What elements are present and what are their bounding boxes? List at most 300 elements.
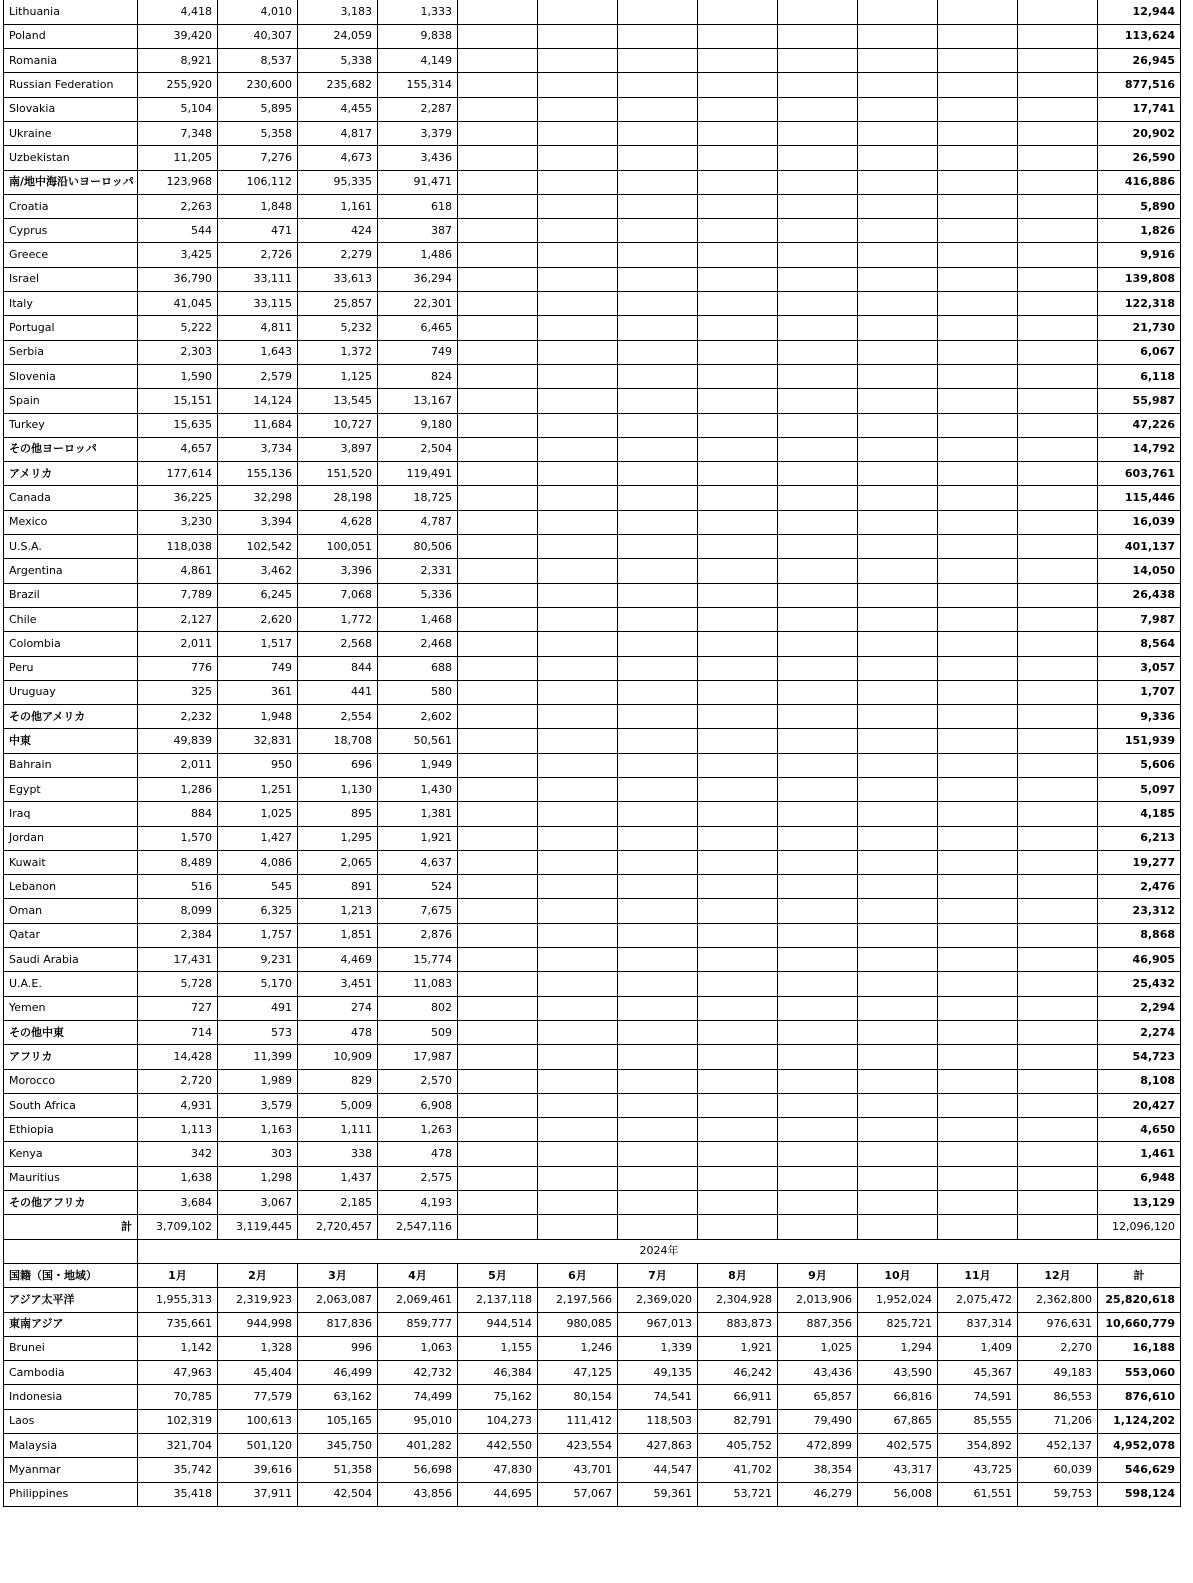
month-value-cell	[538, 364, 618, 388]
month-value-cell: 423,554	[538, 1434, 618, 1458]
month-value-cell: 38,354	[778, 1458, 858, 1482]
table-row	[4, 1020, 1181, 1044]
month-value-cell	[698, 0, 778, 24]
month-value-cell	[698, 680, 778, 704]
row-total-cell: 25,820,618	[1098, 1288, 1181, 1312]
row-total-cell: 1,707	[1098, 680, 1181, 704]
month-value-cell: 60,039	[1018, 1458, 1098, 1482]
month-value-cell	[538, 535, 618, 559]
month-value-cell: 1,643	[218, 340, 298, 364]
month-value-cell	[698, 292, 778, 316]
month-value-cell	[1018, 243, 1098, 267]
month-value-cell: 2,579	[218, 364, 298, 388]
month-value-cell	[858, 364, 938, 388]
month-value-cell: 274	[298, 996, 378, 1020]
month-value-cell: 74,591	[938, 1385, 1018, 1409]
row-total-cell: 877,516	[1098, 73, 1181, 97]
country-name-cell: Indonesia	[4, 1385, 138, 1409]
month-value-cell	[938, 535, 1018, 559]
month-value-cell: 25,857	[298, 292, 378, 316]
month-value-cell: 524	[378, 875, 458, 899]
row-total-cell: 16,188	[1098, 1336, 1181, 1360]
month-value-cell	[938, 219, 1018, 243]
table-row	[4, 1118, 1181, 1142]
month-value-cell: 424	[298, 219, 378, 243]
month-value-cell	[538, 972, 618, 996]
month-value-cell	[538, 705, 618, 729]
month-value-cell	[618, 49, 698, 73]
country-name-cell: Slovenia	[4, 364, 138, 388]
month-value-cell	[458, 850, 538, 874]
month-value-cell	[778, 753, 858, 777]
month-value-cell	[458, 292, 538, 316]
month-value-cell: 6,465	[378, 316, 458, 340]
month-value-cell: 802	[378, 996, 458, 1020]
country-name-cell: Iraq	[4, 802, 138, 826]
month-value-cell	[618, 24, 698, 48]
row-total-cell: 25,432	[1098, 972, 1181, 996]
month-value-cell	[1018, 389, 1098, 413]
row-total-cell: 8,108	[1098, 1069, 1181, 1093]
month-value-cell	[698, 146, 778, 170]
month-value-cell	[698, 583, 778, 607]
table-row	[4, 316, 1181, 340]
month-value-cell: 1,989	[218, 1069, 298, 1093]
month-value-cell	[618, 632, 698, 656]
month-value-cell: 43,590	[858, 1361, 938, 1385]
month-value-cell	[938, 146, 1018, 170]
month-value-cell: 3,684	[138, 1191, 218, 1215]
month-value-cell	[858, 340, 938, 364]
row-total-cell: 26,590	[1098, 146, 1181, 170]
month-column-header: 5月	[458, 1263, 538, 1287]
month-value-cell	[458, 486, 538, 510]
month-value-cell: 471	[218, 219, 298, 243]
country-name-cell: Cyprus	[4, 219, 138, 243]
month-value-cell: 33,111	[218, 267, 298, 291]
month-value-cell	[1018, 0, 1098, 24]
month-value-cell: 77,579	[218, 1385, 298, 1409]
month-value-cell	[538, 243, 618, 267]
row-total-cell: 1,124,202	[1098, 1409, 1181, 1433]
row-total-cell: 17,741	[1098, 97, 1181, 121]
month-value-cell	[858, 826, 938, 850]
month-value-cell	[458, 899, 538, 923]
month-value-cell	[858, 292, 938, 316]
month-value-cell: 1,952,024	[858, 1288, 938, 1312]
month-value-cell: 2,013,906	[778, 1288, 858, 1312]
month-value-cell	[698, 389, 778, 413]
month-value-cell	[938, 923, 1018, 947]
month-value-cell: 1,125	[298, 364, 378, 388]
month-value-cell	[458, 146, 538, 170]
month-value-cell	[858, 170, 938, 194]
month-value-cell	[858, 632, 938, 656]
table-row	[4, 996, 1181, 1020]
month-value-cell	[858, 73, 938, 97]
month-value-cell	[618, 1045, 698, 1069]
year-header-blank	[4, 1239, 138, 1263]
month-value-cell: 63,162	[298, 1385, 378, 1409]
month-value-cell	[538, 1118, 618, 1142]
country-name-cell: Morocco	[4, 1069, 138, 1093]
month-value-cell: 61,551	[938, 1482, 1018, 1506]
month-value-cell	[618, 559, 698, 583]
column-header-row	[4, 1263, 1181, 1287]
month-value-cell: 2,620	[218, 607, 298, 631]
month-value-cell: 2,726	[218, 243, 298, 267]
month-value-cell	[858, 413, 938, 437]
month-value-cell	[858, 0, 938, 24]
month-value-cell: 1,430	[378, 778, 458, 802]
row-total-cell: 6,213	[1098, 826, 1181, 850]
month-value-cell: 2,568	[298, 632, 378, 656]
month-column-header: 8月	[698, 1263, 778, 1287]
month-value-cell	[938, 73, 1018, 97]
month-value-cell: 1,437	[298, 1166, 378, 1190]
month-value-cell	[538, 24, 618, 48]
month-value-cell	[458, 923, 538, 947]
month-value-cell: 6,908	[378, 1093, 458, 1117]
month-value-cell: 56,698	[378, 1458, 458, 1482]
month-value-cell	[1018, 632, 1098, 656]
month-value-cell: 2,504	[378, 437, 458, 461]
month-value-cell: 1,063	[378, 1336, 458, 1360]
month-value-cell	[698, 1142, 778, 1166]
month-value-cell	[538, 875, 618, 899]
table-row	[4, 1434, 1181, 1458]
row-total-cell: 6,948	[1098, 1166, 1181, 1190]
month-value-cell: 14,124	[218, 389, 298, 413]
month-value-cell	[538, 292, 618, 316]
country-name-cell: Peru	[4, 656, 138, 680]
month-value-cell: 46,384	[458, 1361, 538, 1385]
month-value-cell	[1018, 121, 1098, 145]
month-value-cell: 387	[378, 219, 458, 243]
month-value-cell: 91,471	[378, 170, 458, 194]
month-value-cell	[698, 1191, 778, 1215]
month-value-cell	[538, 680, 618, 704]
month-value-cell	[778, 49, 858, 73]
month-value-cell	[698, 340, 778, 364]
month-value-cell	[858, 1069, 938, 1093]
month-value-cell	[618, 535, 698, 559]
month-value-cell: 56,008	[858, 1482, 938, 1506]
month-value-cell	[618, 705, 698, 729]
month-value-cell	[618, 510, 698, 534]
month-value-cell: 39,420	[138, 24, 218, 48]
row-total-cell: 13,129	[1098, 1191, 1181, 1215]
month-value-cell: 441	[298, 680, 378, 704]
month-value-cell	[618, 607, 698, 631]
month-value-cell: 1,025	[778, 1336, 858, 1360]
table-row	[4, 1385, 1181, 1409]
table-row	[4, 1288, 1181, 1312]
month-value-cell: 1,372	[298, 340, 378, 364]
month-value-cell: 829	[298, 1069, 378, 1093]
month-value-cell	[858, 535, 938, 559]
month-value-cell: 2,127	[138, 607, 218, 631]
month-value-cell: 155,136	[218, 462, 298, 486]
month-value-cell	[618, 778, 698, 802]
month-value-cell: 74,541	[618, 1385, 698, 1409]
country-name-cell: U.S.A.	[4, 535, 138, 559]
country-name-cell: Ethiopia	[4, 1118, 138, 1142]
month-value-cell	[858, 656, 938, 680]
month-value-cell: 4,149	[378, 49, 458, 73]
month-value-cell	[458, 1142, 538, 1166]
month-value-cell: 4,817	[298, 121, 378, 145]
month-value-cell: 501,120	[218, 1434, 298, 1458]
month-value-cell	[938, 972, 1018, 996]
month-value-cell: 8,099	[138, 899, 218, 923]
month-value-cell	[778, 923, 858, 947]
table-row	[4, 923, 1181, 947]
month-value-cell	[458, 219, 538, 243]
table-row	[4, 267, 1181, 291]
month-value-cell: 11,205	[138, 146, 218, 170]
month-value-cell	[858, 97, 938, 121]
month-value-cell	[618, 802, 698, 826]
month-value-cell: 255,920	[138, 73, 218, 97]
month-value-cell	[1018, 607, 1098, 631]
country-name-cell: アメリカ	[4, 462, 138, 486]
month-value-cell: 7,276	[218, 146, 298, 170]
month-value-cell	[938, 1118, 1018, 1142]
month-value-cell: 749	[378, 340, 458, 364]
month-value-cell: 70,785	[138, 1385, 218, 1409]
month-value-cell: 2,468	[378, 632, 458, 656]
month-value-cell	[538, 49, 618, 73]
month-value-cell	[938, 267, 1018, 291]
month-value-cell: 7,789	[138, 583, 218, 607]
month-value-cell: 321,704	[138, 1434, 218, 1458]
month-value-cell: 22,301	[378, 292, 458, 316]
row-total-cell: 1,826	[1098, 219, 1181, 243]
row-total-cell: 9,336	[1098, 705, 1181, 729]
month-column-header: 3月	[298, 1263, 378, 1287]
country-name-cell: South Africa	[4, 1093, 138, 1117]
table-row	[4, 1482, 1181, 1506]
month-value-cell: 3,734	[218, 437, 298, 461]
month-value-cell: 472,899	[778, 1434, 858, 1458]
month-value-cell	[938, 656, 1018, 680]
month-value-cell: 9,838	[378, 24, 458, 48]
month-value-cell: 2,303	[138, 340, 218, 364]
month-total-cell	[778, 1215, 858, 1239]
month-value-cell: 2,319,923	[218, 1288, 298, 1312]
month-value-cell: 4,637	[378, 850, 458, 874]
row-total-cell: 6,118	[1098, 364, 1181, 388]
month-value-cell: 2,720	[138, 1069, 218, 1093]
month-value-cell	[1018, 729, 1098, 753]
month-value-cell	[778, 1093, 858, 1117]
month-total-cell	[538, 1215, 618, 1239]
month-total-cell	[618, 1215, 698, 1239]
table-row	[4, 607, 1181, 631]
table-body	[4, 0, 1181, 1506]
month-value-cell	[1018, 437, 1098, 461]
month-value-cell	[458, 1069, 538, 1093]
month-value-cell	[858, 705, 938, 729]
country-name-cell: Uruguay	[4, 680, 138, 704]
month-value-cell	[778, 24, 858, 48]
table-row	[4, 510, 1181, 534]
month-value-cell	[618, 243, 698, 267]
visitor-statistics-table	[3, 0, 1181, 1507]
row-total-cell: 9,916	[1098, 243, 1181, 267]
row-total-cell: 8,564	[1098, 632, 1181, 656]
month-value-cell: 36,790	[138, 267, 218, 291]
month-value-cell	[778, 364, 858, 388]
month-value-cell: 3,230	[138, 510, 218, 534]
country-name-cell: その他アメリカ	[4, 705, 138, 729]
month-value-cell: 303	[218, 1142, 298, 1166]
month-value-cell	[778, 1191, 858, 1215]
month-value-cell	[698, 753, 778, 777]
month-value-cell	[538, 146, 618, 170]
month-column-header: 10月	[858, 1263, 938, 1287]
grand-total-value: 12,096,120	[1098, 1215, 1181, 1239]
month-value-cell: 82,791	[698, 1409, 778, 1433]
month-value-cell: 509	[378, 1020, 458, 1044]
month-value-cell	[538, 1069, 618, 1093]
month-value-cell: 4,010	[218, 0, 298, 24]
month-total-cell: 2,547,116	[378, 1215, 458, 1239]
row-total-cell: 553,060	[1098, 1361, 1181, 1385]
month-value-cell: 106,112	[218, 170, 298, 194]
month-value-cell: 837,314	[938, 1312, 1018, 1336]
table-row	[4, 219, 1181, 243]
month-value-cell	[538, 996, 618, 1020]
nationality-column-header: 国籍（国・地域）	[4, 1263, 138, 1287]
month-value-cell	[938, 121, 1018, 145]
month-value-cell	[538, 267, 618, 291]
month-value-cell: 177,614	[138, 462, 218, 486]
country-name-cell: Lithuania	[4, 0, 138, 24]
month-value-cell: 50,561	[378, 729, 458, 753]
month-value-cell: 65,857	[778, 1385, 858, 1409]
month-value-cell	[858, 996, 938, 1020]
month-value-cell	[1018, 559, 1098, 583]
row-total-cell: 46,905	[1098, 948, 1181, 972]
month-value-cell: 996	[298, 1336, 378, 1360]
row-total-cell: 2,476	[1098, 875, 1181, 899]
month-value-cell: 5,358	[218, 121, 298, 145]
row-total-cell: 16,039	[1098, 510, 1181, 534]
row-total-cell: 4,650	[1098, 1118, 1181, 1142]
month-value-cell	[538, 0, 618, 24]
month-value-cell	[858, 194, 938, 218]
month-value-cell: 402,575	[858, 1434, 938, 1458]
country-name-cell: Malaysia	[4, 1434, 138, 1458]
month-value-cell	[778, 802, 858, 826]
row-total-cell: 603,761	[1098, 462, 1181, 486]
country-name-cell: Kuwait	[4, 850, 138, 874]
country-name-cell: Myanmar	[4, 1458, 138, 1482]
month-value-cell: 1,298	[218, 1166, 298, 1190]
month-value-cell	[858, 267, 938, 291]
month-value-cell	[778, 850, 858, 874]
month-value-cell	[778, 194, 858, 218]
table-row	[4, 656, 1181, 680]
month-value-cell	[1018, 340, 1098, 364]
month-value-cell: 2,270	[1018, 1336, 1098, 1360]
row-total-cell: 21,730	[1098, 316, 1181, 340]
month-value-cell	[538, 753, 618, 777]
month-value-cell	[618, 413, 698, 437]
month-value-cell	[938, 0, 1018, 24]
month-value-cell	[698, 510, 778, 534]
month-value-cell: 2,075,472	[938, 1288, 1018, 1312]
month-value-cell	[458, 170, 538, 194]
month-value-cell	[698, 170, 778, 194]
month-value-cell	[778, 437, 858, 461]
month-value-cell: 544	[138, 219, 218, 243]
month-value-cell	[538, 437, 618, 461]
month-value-cell	[1018, 146, 1098, 170]
month-value-cell: 44,547	[618, 1458, 698, 1482]
month-value-cell	[778, 1069, 858, 1093]
country-name-cell: Cambodia	[4, 1361, 138, 1385]
month-value-cell	[778, 559, 858, 583]
month-value-cell	[1018, 923, 1098, 947]
month-value-cell: 2,279	[298, 243, 378, 267]
row-total-cell: 12,944	[1098, 0, 1181, 24]
visitor-statistics-sheet	[3, 0, 1181, 1507]
month-value-cell: 66,911	[698, 1385, 778, 1409]
month-value-cell	[778, 778, 858, 802]
month-value-cell	[778, 680, 858, 704]
month-value-cell: 15,151	[138, 389, 218, 413]
row-total-cell: 20,902	[1098, 121, 1181, 145]
country-name-cell: Romania	[4, 49, 138, 73]
month-value-cell: 452,137	[1018, 1434, 1098, 1458]
month-value-cell	[698, 923, 778, 947]
row-total-cell: 23,312	[1098, 899, 1181, 923]
month-value-cell	[618, 680, 698, 704]
month-value-cell: 325	[138, 680, 218, 704]
month-value-cell	[1018, 316, 1098, 340]
month-value-cell	[778, 826, 858, 850]
month-value-cell	[618, 486, 698, 510]
month-value-cell: 545	[218, 875, 298, 899]
month-value-cell	[618, 1093, 698, 1117]
month-value-cell	[858, 316, 938, 340]
month-value-cell	[858, 729, 938, 753]
month-value-cell: 4,086	[218, 850, 298, 874]
month-value-cell	[538, 170, 618, 194]
month-value-cell	[458, 97, 538, 121]
row-total-cell: 6,067	[1098, 340, 1181, 364]
month-value-cell: 749	[218, 656, 298, 680]
table-row	[4, 826, 1181, 850]
month-value-cell: 3,579	[218, 1093, 298, 1117]
month-value-cell	[458, 194, 538, 218]
total-column-header: 計	[1098, 1263, 1181, 1287]
table-row	[4, 948, 1181, 972]
country-name-cell: Russian Federation	[4, 73, 138, 97]
month-value-cell: 2,185	[298, 1191, 378, 1215]
table-row	[4, 243, 1181, 267]
month-value-cell	[1018, 1166, 1098, 1190]
month-value-cell	[458, 1118, 538, 1142]
month-column-header: 9月	[778, 1263, 858, 1287]
month-value-cell	[698, 364, 778, 388]
month-value-cell	[938, 462, 1018, 486]
month-value-cell	[458, 267, 538, 291]
month-value-cell: 57,067	[538, 1482, 618, 1506]
